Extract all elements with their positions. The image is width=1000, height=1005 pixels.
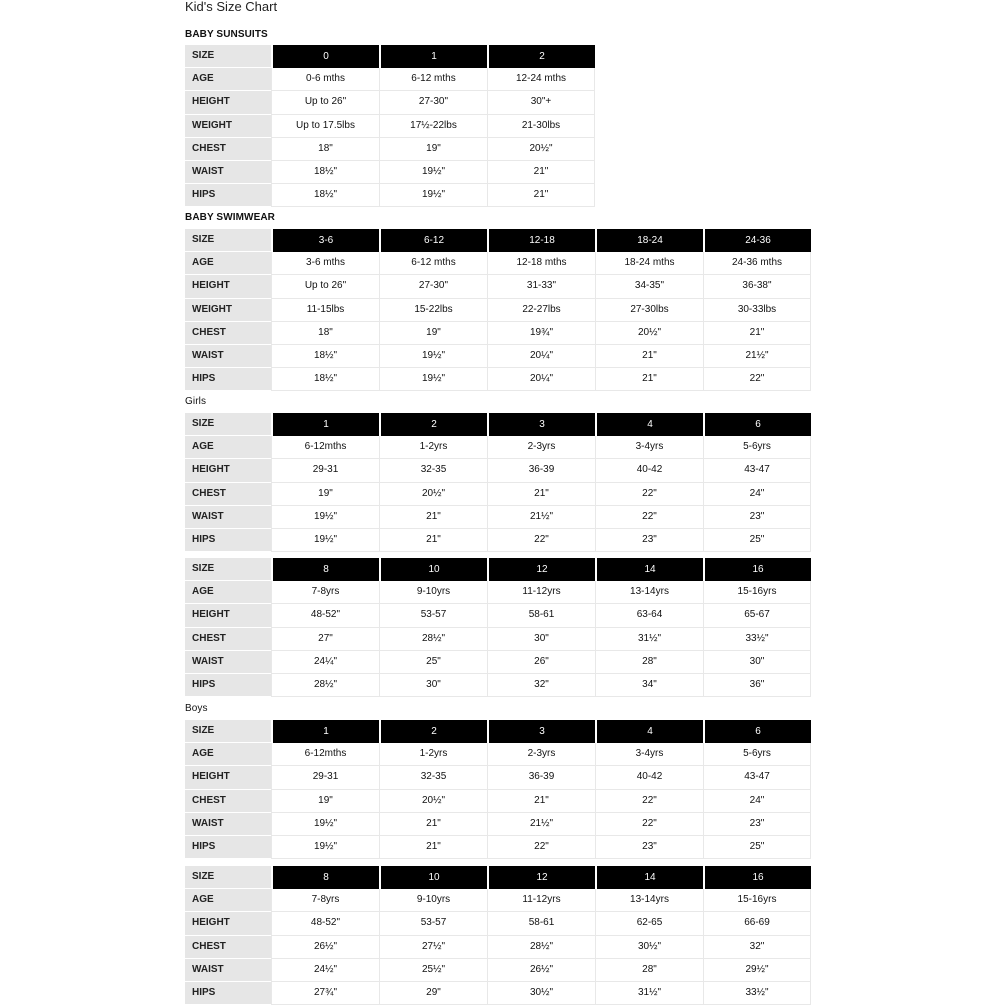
measurement-cell: 19"	[271, 483, 379, 506]
measurement-row	[185, 766, 811, 789]
row-label: CHEST	[185, 628, 271, 651]
measurement-row	[185, 581, 811, 604]
measurement-cell: 48-52"	[271, 604, 379, 627]
measurement-cell: 22-27lbs	[487, 299, 595, 322]
row-label: AGE	[185, 889, 271, 912]
measurement-cell: 2-3yrs	[487, 436, 595, 459]
measurement-cell: 29"	[379, 982, 487, 1005]
measurement-cell: 7-8yrs	[271, 889, 379, 912]
measurement-cell: 34"	[595, 674, 703, 697]
measurement-row	[185, 91, 595, 114]
measurement-cell: 30"	[487, 628, 595, 651]
measurement-cell: 19½"	[271, 813, 379, 836]
measurement-row	[185, 674, 811, 697]
measurement-row	[185, 982, 811, 1005]
measurement-row	[185, 628, 811, 651]
measurement-row	[185, 161, 595, 184]
measurement-cell: 27½"	[379, 936, 487, 959]
measurement-row	[185, 529, 811, 552]
measurement-cell: 20½"	[595, 322, 703, 345]
measurement-cell: 19¾"	[487, 322, 595, 345]
measurement-cell: 53-57	[379, 604, 487, 627]
size-header-cell: 2	[379, 720, 487, 743]
measurement-cell: 58-61	[487, 604, 595, 627]
measurement-cell: 19½"	[271, 529, 379, 552]
row-label: SIZE	[185, 413, 271, 436]
measurement-cell: 6-12 mths	[379, 252, 487, 275]
size-header-row	[185, 866, 811, 889]
measurement-cell: 21"	[595, 368, 703, 391]
measurement-cell: 19"	[271, 790, 379, 813]
measurement-cell: 36-39	[487, 766, 595, 789]
measurement-cell: 5-6yrs	[703, 743, 811, 766]
measurement-cell: 19½"	[379, 161, 487, 184]
row-label: HEIGHT	[185, 91, 271, 114]
measurement-cell: 29-31	[271, 459, 379, 482]
size-header-cell: 12	[487, 866, 595, 889]
measurement-cell: 21"	[487, 790, 595, 813]
size-header-cell: 4	[595, 413, 703, 436]
measurement-cell: 24½"	[271, 959, 379, 982]
row-label: CHEST	[185, 790, 271, 813]
measurement-cell: 1-2yrs	[379, 436, 487, 459]
measurement-row	[185, 506, 811, 529]
size-header-row	[185, 558, 811, 581]
measurement-cell: 9-10yrs	[379, 889, 487, 912]
size-header-cell: 16	[703, 558, 811, 581]
measurement-cell: 66-69	[703, 912, 811, 935]
measurement-cell: 65-67	[703, 604, 811, 627]
row-label: SIZE	[185, 229, 271, 252]
measurement-row	[185, 459, 811, 482]
size-header-cell: 8	[271, 558, 379, 581]
measurement-cell: 6-12mths	[271, 743, 379, 766]
size-header-row	[185, 45, 595, 68]
row-label: HIPS	[185, 184, 271, 207]
measurement-cell: 43-47	[703, 459, 811, 482]
measurement-cell: 30-33lbs	[703, 299, 811, 322]
measurement-cell: 18-24 mths	[595, 252, 703, 275]
measurement-cell: 33½"	[703, 628, 811, 651]
measurement-cell: 20¼"	[487, 368, 595, 391]
measurement-cell: 13-14yrs	[595, 581, 703, 604]
measurement-cell: 27-30"	[379, 91, 487, 114]
size-header-cell: 2	[487, 45, 595, 68]
measurement-cell: 36-38"	[703, 275, 811, 298]
measurement-cell: 21"	[703, 322, 811, 345]
measurement-cell: 21-30lbs	[487, 115, 595, 138]
size-header-cell: 12-18	[487, 229, 595, 252]
measurement-row	[185, 322, 811, 345]
measurement-cell: 48-52"	[271, 912, 379, 935]
measurement-cell: 7-8yrs	[271, 581, 379, 604]
row-label: WAIST	[185, 161, 271, 184]
measurement-row	[185, 743, 811, 766]
measurement-cell: Up to 26"	[271, 275, 379, 298]
measurement-row	[185, 483, 811, 506]
row-label: AGE	[185, 581, 271, 604]
measurement-cell: 24"	[703, 483, 811, 506]
measurement-cell: 34-35"	[595, 275, 703, 298]
measurement-cell: 25"	[703, 836, 811, 859]
measurement-cell: 53-57	[379, 912, 487, 935]
measurement-cell: 9-10yrs	[379, 581, 487, 604]
row-label: HIPS	[185, 529, 271, 552]
size-header-cell: 1	[271, 413, 379, 436]
size-header-cell: 3	[487, 720, 595, 743]
page-title: Kid's Size Chart	[185, 0, 278, 14]
measurement-cell: 21½"	[703, 345, 811, 368]
row-label: HEIGHT	[185, 604, 271, 627]
measurement-cell: 18"	[271, 138, 379, 161]
measurement-cell: 36-39	[487, 459, 595, 482]
measurement-cell: 23"	[703, 813, 811, 836]
measurement-cell: 22"	[595, 813, 703, 836]
row-label: AGE	[185, 252, 271, 275]
measurement-cell: 21"	[379, 813, 487, 836]
row-label: SIZE	[185, 866, 271, 889]
measurement-cell: 24-36 mths	[703, 252, 811, 275]
measurement-cell: 28"	[595, 651, 703, 674]
measurement-cell: 30"	[703, 651, 811, 674]
size-header-cell: 6	[703, 720, 811, 743]
measurement-cell: 58-61	[487, 912, 595, 935]
measurement-cell: 18"	[271, 322, 379, 345]
size-table-boys-large	[185, 866, 811, 1005]
measurement-cell: 11-12yrs	[487, 889, 595, 912]
row-label: WEIGHT	[185, 115, 271, 138]
measurement-cell: 23"	[595, 836, 703, 859]
measurement-cell: 27-30lbs	[595, 299, 703, 322]
measurement-cell: 18½"	[271, 368, 379, 391]
measurement-cell: 21"	[379, 529, 487, 552]
size-header-cell: 10	[379, 558, 487, 581]
measurement-cell: 21"	[487, 161, 595, 184]
measurement-cell: 28½"	[379, 628, 487, 651]
measurement-row	[185, 604, 811, 627]
row-label: HIPS	[185, 836, 271, 859]
size-header-cell: 3	[487, 413, 595, 436]
measurement-row	[185, 68, 595, 91]
measurement-cell: 31-33"	[487, 275, 595, 298]
measurement-cell: 0-6 mths	[271, 68, 379, 91]
row-label: WAIST	[185, 813, 271, 836]
measurement-cell: 32"	[703, 936, 811, 959]
size-header-cell: 10	[379, 866, 487, 889]
measurement-cell: 6-12 mths	[379, 68, 487, 91]
row-label: HEIGHT	[185, 459, 271, 482]
measurement-row	[185, 889, 811, 912]
size-header-cell: 6	[703, 413, 811, 436]
measurement-cell: 21½"	[487, 506, 595, 529]
measurement-cell: 31½"	[595, 982, 703, 1005]
size-header-row	[185, 720, 811, 743]
measurement-cell: 40-42	[595, 766, 703, 789]
measurement-row	[185, 252, 811, 275]
measurement-row	[185, 345, 811, 368]
measurement-cell: 20½"	[487, 138, 595, 161]
size-header-cell: 6-12	[379, 229, 487, 252]
measurement-cell: 3-4yrs	[595, 743, 703, 766]
size-header-cell: 16	[703, 866, 811, 889]
measurement-cell: 63-64	[595, 604, 703, 627]
size-header-cell: 14	[595, 558, 703, 581]
measurement-cell: 18½"	[271, 184, 379, 207]
measurement-cell: 29-31	[271, 766, 379, 789]
section-label-boys: Boys	[185, 703, 208, 714]
measurement-cell: 20¼"	[487, 345, 595, 368]
measurement-cell: 32-35	[379, 459, 487, 482]
measurement-cell: 19½"	[379, 368, 487, 391]
measurement-cell: 15-16yrs	[703, 581, 811, 604]
measurement-cell: 5-6yrs	[703, 436, 811, 459]
measurement-cell: 19½"	[379, 184, 487, 207]
size-table-girls-large	[185, 558, 811, 697]
size-header-cell: 0	[271, 45, 379, 68]
measurement-cell: 12-24 mths	[487, 68, 595, 91]
measurement-row	[185, 138, 595, 161]
measurement-cell: 21½"	[487, 813, 595, 836]
size-header-cell: 18-24	[595, 229, 703, 252]
size-header-row	[185, 229, 811, 252]
measurement-cell: 19"	[379, 322, 487, 345]
measurement-cell: 20½"	[379, 790, 487, 813]
row-label: WAIST	[185, 959, 271, 982]
measurement-cell: 32"	[487, 674, 595, 697]
row-label: SIZE	[185, 45, 271, 68]
measurement-cell: 62-65	[595, 912, 703, 935]
measurement-cell: 22"	[487, 836, 595, 859]
row-label: AGE	[185, 68, 271, 91]
row-label: WAIST	[185, 345, 271, 368]
size-header-cell: 1	[379, 45, 487, 68]
measurement-cell: 22"	[595, 506, 703, 529]
size-header-row	[185, 413, 811, 436]
row-label: AGE	[185, 743, 271, 766]
measurement-cell: 30"+	[487, 91, 595, 114]
measurement-cell: 22"	[595, 483, 703, 506]
row-label: CHEST	[185, 936, 271, 959]
measurement-cell: 36"	[703, 674, 811, 697]
section-label-baby-swimwear: BABY SWIMWEAR	[185, 212, 276, 223]
measurement-cell: Up to 17.5lbs	[271, 115, 379, 138]
measurement-row	[185, 813, 811, 836]
measurement-cell: 24¼"	[271, 651, 379, 674]
measurement-cell: 22"	[703, 368, 811, 391]
measurement-row	[185, 115, 595, 138]
measurement-cell: 21"	[487, 483, 595, 506]
measurement-row	[185, 299, 811, 322]
measurement-cell: 25"	[703, 529, 811, 552]
size-header-cell: 14	[595, 866, 703, 889]
measurement-row	[185, 651, 811, 674]
measurement-cell: 43-47	[703, 766, 811, 789]
row-label: WEIGHT	[185, 299, 271, 322]
size-header-cell: 8	[271, 866, 379, 889]
measurement-cell: 29½"	[703, 959, 811, 982]
size-table-baby-swimwear	[185, 229, 811, 391]
row-label: WAIST	[185, 651, 271, 674]
row-label: SIZE	[185, 558, 271, 581]
measurement-row	[185, 436, 811, 459]
measurement-cell: 3-4yrs	[595, 436, 703, 459]
measurement-cell: 18½"	[271, 345, 379, 368]
row-label: SIZE	[185, 720, 271, 743]
measurement-cell: 12-18 mths	[487, 252, 595, 275]
size-header-cell: 3-6	[271, 229, 379, 252]
measurement-cell: 28½"	[487, 936, 595, 959]
measurement-row	[185, 184, 595, 207]
measurement-cell: 27"	[271, 628, 379, 651]
measurement-cell: 22"	[487, 529, 595, 552]
measurement-row	[185, 836, 811, 859]
size-header-cell: 1	[271, 720, 379, 743]
row-label: CHEST	[185, 138, 271, 161]
measurement-cell: 19½"	[379, 345, 487, 368]
measurement-cell: 32-35	[379, 766, 487, 789]
measurement-cell: 21"	[487, 184, 595, 207]
size-header-cell: 24-36	[703, 229, 811, 252]
measurement-row	[185, 959, 811, 982]
row-label: HIPS	[185, 368, 271, 391]
measurement-cell: 13-14yrs	[595, 889, 703, 912]
measurement-cell: 22"	[595, 790, 703, 813]
measurement-cell: 24"	[703, 790, 811, 813]
measurement-cell: 6-12mths	[271, 436, 379, 459]
measurement-cell: 27¾"	[271, 982, 379, 1005]
row-label: CHEST	[185, 322, 271, 345]
row-label: WAIST	[185, 506, 271, 529]
row-label: HEIGHT	[185, 912, 271, 935]
size-header-cell: 12	[487, 558, 595, 581]
measurement-row	[185, 936, 811, 959]
row-label: CHEST	[185, 483, 271, 506]
section-label-girls: Girls	[185, 396, 207, 407]
measurement-cell: 19½"	[271, 836, 379, 859]
section-label-baby-sunsuits: BABY SUNSUITS	[185, 29, 268, 40]
measurement-cell: 25½"	[379, 959, 487, 982]
measurement-cell: 21"	[379, 836, 487, 859]
size-table-boys-small	[185, 720, 811, 859]
size-table-baby-sunsuits	[185, 45, 595, 207]
measurement-cell: 15-16yrs	[703, 889, 811, 912]
measurement-cell: 2-3yrs	[487, 743, 595, 766]
measurement-cell: 17½-22lbs	[379, 115, 487, 138]
measurement-row	[185, 912, 811, 935]
measurement-cell: 21"	[379, 506, 487, 529]
row-label: HEIGHT	[185, 275, 271, 298]
measurement-cell: 20½"	[379, 483, 487, 506]
measurement-cell: 23"	[703, 506, 811, 529]
measurement-cell: 18½"	[271, 161, 379, 184]
measurement-cell: 40-42	[595, 459, 703, 482]
measurement-cell: 3-6 mths	[271, 252, 379, 275]
measurement-cell: Up to 26"	[271, 91, 379, 114]
measurement-cell: 21"	[595, 345, 703, 368]
size-header-cell: 4	[595, 720, 703, 743]
measurement-cell: 19"	[379, 138, 487, 161]
measurement-cell: 26"	[487, 651, 595, 674]
measurement-cell: 30½"	[595, 936, 703, 959]
measurement-cell: 26½"	[271, 936, 379, 959]
measurement-cell: 31½"	[595, 628, 703, 651]
measurement-cell: 1-2yrs	[379, 743, 487, 766]
measurement-cell: 23"	[595, 529, 703, 552]
size-table-girls-small	[185, 413, 811, 552]
measurement-row	[185, 368, 811, 391]
row-label: HIPS	[185, 674, 271, 697]
measurement-cell: 15-22lbs	[379, 299, 487, 322]
measurement-cell: 26½"	[487, 959, 595, 982]
measurement-row	[185, 790, 811, 813]
measurement-cell: 28½"	[271, 674, 379, 697]
row-label: HIPS	[185, 982, 271, 1005]
measurement-cell: 27-30"	[379, 275, 487, 298]
measurement-cell: 30"	[379, 674, 487, 697]
measurement-row	[185, 275, 811, 298]
row-label: HEIGHT	[185, 766, 271, 789]
measurement-cell: 11-12yrs	[487, 581, 595, 604]
measurement-cell: 28"	[595, 959, 703, 982]
measurement-cell: 11-15lbs	[271, 299, 379, 322]
measurement-cell: 19½"	[271, 506, 379, 529]
measurement-cell: 30½"	[487, 982, 595, 1005]
measurement-cell: 25"	[379, 651, 487, 674]
measurement-cell: 33½"	[703, 982, 811, 1005]
size-header-cell: 2	[379, 413, 487, 436]
row-label: AGE	[185, 436, 271, 459]
